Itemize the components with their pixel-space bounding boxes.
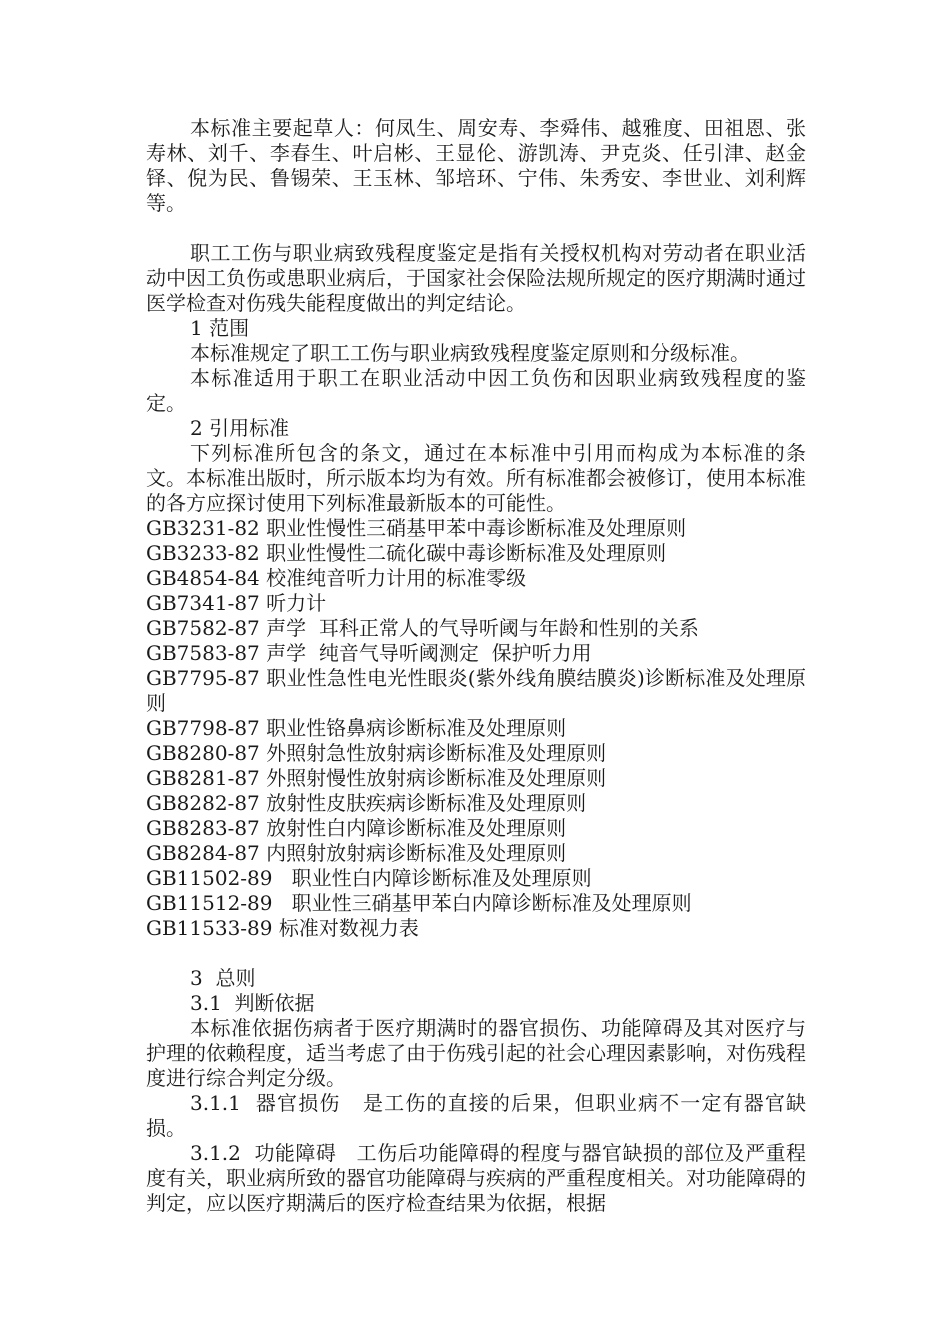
standard-item: GB7582-87 声学 耳科正常人的气导听阈与年龄和性别的关系: [146, 616, 699, 640]
blank-line: [146, 216, 806, 241]
section-3-title: 3 总则: [190, 966, 256, 990]
section-3-1-2-paragraph: 3.1.2 功能障碍 工伤后功能障碍的程度与器官缺损的部位及严重程度有关，职业病所致的器官功能障碍与疾病的严重程度相关。对功能障碍的判定，应以医疗期满后的医疗检查结果为依据，根据: [146, 1141, 806, 1215]
standard-item: GB4854-84 校准纯音听力计用的标准零级: [146, 566, 527, 590]
section-3-1-paragraph: 本标准依据伤病者于医疗期满时的器官损伤、功能障碍及其对医疗与护理的依赖程度，适当考虑了由于伤残引起的社会心理因素影响，对伤残程度进行综合判定分级。: [146, 1016, 806, 1090]
section-1-paragraph: 本标准适用于职工在职业活动中因工负伤和因职业病致残程度的鉴定。: [146, 366, 806, 415]
section-1-title: 1 范围: [190, 316, 250, 340]
standard-item: GB11502-89 职业性白内障诊断标准及处理原则: [146, 866, 592, 890]
section-3-1-title: 3.1 判断依据: [190, 991, 315, 1015]
section-2-intro: 下列标准所包含的条文，通过在本标准中引用而构成为本标准的条文。本标准出版时，所示版本均为有效。所有标准都会被修订，使用本标准的各方应探讨使用下列标准最新版本的可能性。: [146, 441, 806, 515]
standard-item: GB3231-82 职业性慢性三硝基甲苯中毒诊断标准及处理原则: [146, 516, 687, 540]
definition-paragraph: 职工工伤与职业病致残程度鉴定是指有关授权机构对劳动者在职业活动中因工负伤或患职业病后，于国家社会保险法规所规定的医疗期满时通过医学检查对伤残失能程度做出的判定结论。: [146, 241, 806, 315]
standard-item: GB8284-87 内照射放射病诊断标准及处理原则: [146, 841, 567, 865]
section-1-paragraph: 本标准规定了职工工伤与职业病致残程度鉴定原则和分级标准。: [190, 341, 750, 365]
blank-line: [146, 941, 806, 966]
section-2-title: 2 引用标准: [190, 416, 290, 440]
standard-item: GB7583-87 声学 纯音气导听阈测定 保护听力用: [146, 641, 592, 665]
standard-item: GB8281-87 外照射慢性放射病诊断标准及处理原则: [146, 766, 607, 790]
standard-item: GB11512-89 职业性三硝基甲苯白内障诊断标准及处理原则: [146, 891, 692, 915]
standard-item: GB7341-87 听力计: [146, 591, 327, 615]
standard-item: GB8283-87 放射性白内障诊断标准及处理原则: [146, 816, 567, 840]
section-3-1-1-paragraph: 3.1.1 器官损伤 是工伤的直接的后果，但职业病不一定有器官缺损。: [146, 1091, 806, 1140]
standard-item: GB7795-87 职业性急性电光性眼炎(紫外线角膜结膜炎)诊断标准及处理原则: [146, 666, 806, 715]
standard-item: GB3233-82 职业性慢性二硫化碳中毒诊断标准及处理原则: [146, 541, 667, 565]
standard-item: GB8280-87 外照射急性放射病诊断标准及处理原则: [146, 741, 607, 765]
standard-item: GB7798-87 职业性铬鼻病诊断标准及处理原则: [146, 716, 567, 740]
standard-item: GB8282-87 放射性皮肤疾病诊断标准及处理原则: [146, 791, 587, 815]
drafters-paragraph: 本标准主要起草人：何凤生、周安寿、李舜伟、越雅度、田祖恩、张寿林、刘千、李春生、叶启彬、王显伦、游凯涛、尹克炎、任引津、赵金铎、倪为民、鲁锡荣、王玉林、邹培环、宁伟、朱秀安、李世业、刘利辉等。: [146, 116, 806, 215]
document-body: [146, 116, 806, 1216]
standard-item: GB11533-89 标准对数视力表: [146, 916, 419, 940]
